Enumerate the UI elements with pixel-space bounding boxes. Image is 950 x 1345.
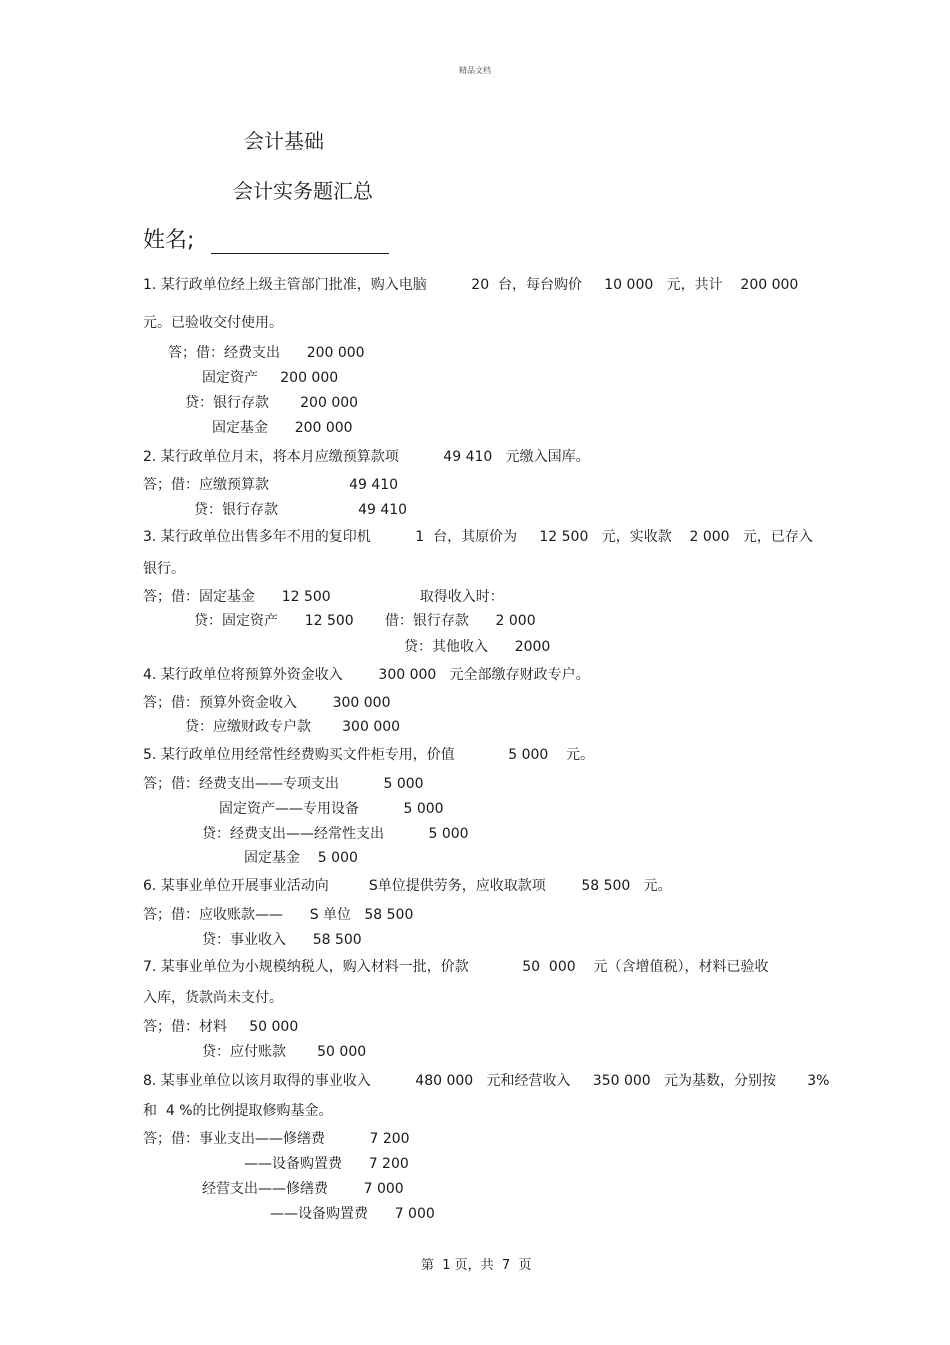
document-title: 会计基础 <box>244 129 324 153</box>
answer-entry-line: 答；借：应收账款—— S 单位 58 500 <box>143 907 414 923</box>
answer-entry-line: ——设备购置费 7 000 <box>270 1206 435 1222</box>
answer-entry-line: 贷：应缴财政专户款 300 000 <box>185 719 401 735</box>
answer-entry-line: 贷：事业收入 58 500 <box>202 932 362 948</box>
answer-entry-line: 贷：银行存款 49 410 <box>194 502 408 518</box>
answer-entry-line: 贷：其他收入 2000 <box>404 639 551 655</box>
question-text-line: 入库，货款尚未支付。 <box>143 990 283 1006</box>
answer-entry-line: 固定资产 200 000 <box>202 370 339 386</box>
question-text-line: 2. 某行政单位月末，将本月应缴预算款项 49 410 元缴入国库。 <box>143 449 590 465</box>
answer-entry-line: 答；借：固定基金 12 500 取得收入时： <box>143 589 504 605</box>
answer-entry-line: 答；借：预算外资金收入 300 000 <box>143 695 391 711</box>
answer-entry-line: 固定基金 5 000 <box>244 850 358 866</box>
question-text-line: 8. 某事业单位以该月取得的事业收入 480 000 元和经营收入 350 000 元为基数，分别按 3% <box>143 1073 830 1089</box>
answer-entry-line: 答；借：材料 50 000 <box>143 1019 299 1035</box>
answer-entry-line: 答；借：应缴预算款 49 410 <box>143 477 399 493</box>
name-blank-line <box>211 253 389 254</box>
document-subtitle: 会计实务题汇总 <box>233 179 373 203</box>
answer-entry-line: 贷：应付账款 50 000 <box>202 1044 367 1060</box>
question-text-line: 元。已验收交付使用。 <box>143 315 283 331</box>
answer-entry-line: 贷：银行存款 200 000 <box>185 395 359 411</box>
question-text-line: 7. 某事业单位为小规模纳税人，购入材料一批，价款 50 000 元（含增值税），材料已验收 <box>143 959 769 975</box>
question-text-line: 4. 某行政单位将预算外资金收入 300 000 元全部缴存财政专户。 <box>143 667 590 683</box>
answer-entry-line: 固定资产——专用设备 5 000 <box>219 801 444 817</box>
name-label: 姓名; <box>143 228 195 253</box>
answer-entry-line: 答；借：经费支出 200 000 <box>168 345 365 361</box>
question-text-line: 1. 某行政单位经上级主管部门批准，购入电脑 20 台，每台购价 10 000 元，共计 200 000 <box>143 277 799 293</box>
answer-entry-line: 答；借：事业支出——修缮费 7 200 <box>143 1131 410 1147</box>
answer-entry-line: 固定基金 200 000 <box>212 420 353 436</box>
question-text-line: 和 4 %的比例提取修购基金。 <box>143 1103 333 1119</box>
answer-entry-line: 贷：经费支出——经常性支出 5 000 <box>202 826 469 842</box>
header-label: 精品文档 <box>459 66 491 75</box>
question-text-line: 3. 某行政单位出售多年不用的复印机 1 台，其原价为 12 500 元，实收款 2 000 元，已存入 <box>143 529 813 545</box>
answer-entry-line: 贷：固定资产 12 500 借：银行存款 2 000 <box>194 613 536 629</box>
page-footer: 第 1 页，共 7 页 <box>421 1258 532 1273</box>
question-text-line: 银行。 <box>143 561 185 577</box>
answer-entry-line: 经营支出——修缮费 7 000 <box>202 1181 404 1197</box>
question-text-line: 6. 某事业单位开展事业活动向 S单位提供劳务，应收取款项 58 500 元。 <box>143 878 672 894</box>
question-text-line: 5. 某行政单位用经常性经费购买文件柜专用，价值 5 000 元。 <box>143 747 595 763</box>
answer-entry-line: ——设备购置费 7 200 <box>244 1156 409 1172</box>
answer-entry-line: 答；借：经费支出——专项支出 5 000 <box>143 776 424 792</box>
